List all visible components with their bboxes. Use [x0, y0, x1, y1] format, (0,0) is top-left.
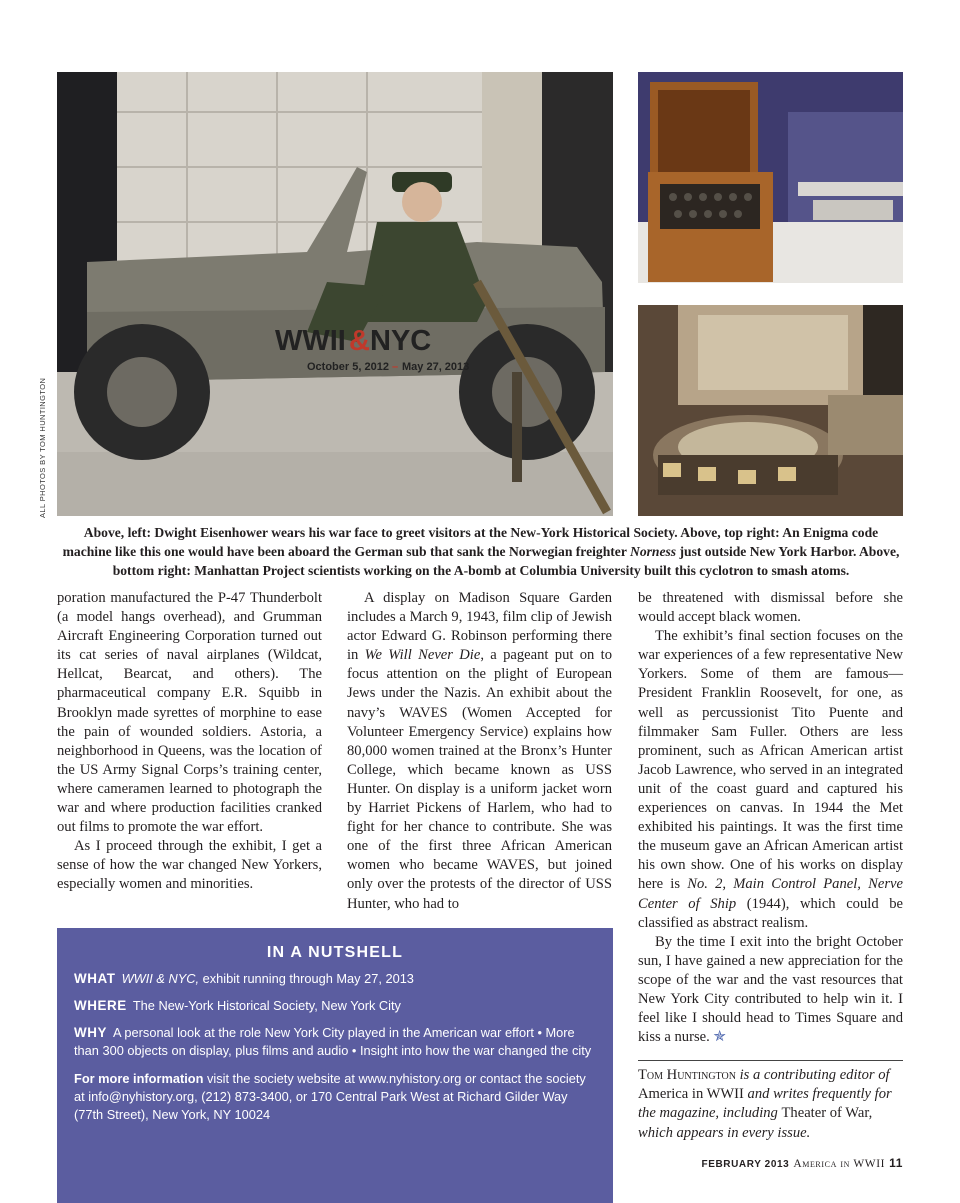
- article-column-1: [57, 589, 322, 895]
- bio-text-1: is a contributing editor of: [735, 1067, 890, 1083]
- caption-text-1: Above, left: Dwight Eisenhower wears his war face to greet visitors at the New-York Historical Society. Above, top right: An Enigma code machine like this one would have been aboard the German sub that sank the Norwegian freighter: [62, 525, 879, 559]
- folio-issue-date: FEBRUARY 2013: [701, 1159, 790, 1170]
- why-label: WHY: [74, 1025, 108, 1040]
- nutshell-what: [74, 970, 596, 988]
- bio-author-name: Tom Huntington: [638, 1067, 736, 1083]
- sign-nyc: NYC: [370, 325, 432, 357]
- caption-ship-name: Norness: [630, 544, 677, 559]
- col3-paragraph-3: [638, 933, 903, 1048]
- col3-text-a: The exhibit’s final section focuses on the war experiences of a few representative New Yorkers. Some of them are famous—President Franklin Roosevelt, for one, as well as percussionist Tito Puente and filmmaker Sam Fuller. Others are less prominent, such as African American artist Jacob Lawrence, who served in an integrated unit of the coast guard and captured his experiences on canvas. In 1944 the Met exhibited his paintings. It was the first time the museum gave an African American artist his own show. One of his works on display here is: [638, 628, 903, 893]
- sign-wwii: WWII: [275, 325, 346, 357]
- author-bio: [638, 1066, 903, 1143]
- enigma-machine-image: [638, 72, 903, 283]
- col2-paragraph: [347, 589, 612, 914]
- col1-paragraph-2: As I proceed through the exhibit, I get a sense of how the war changed New Yorkers, especially women and minorities.: [57, 838, 322, 893]
- col3-painting-title: No. 2, Main Control Panel, Nerve Center of Ship: [638, 876, 903, 912]
- nutshell-why: [74, 1024, 596, 1060]
- photo-caption: [62, 523, 900, 580]
- more-info-label: For more information: [74, 1071, 204, 1086]
- sign-dates-start: October 5, 2012: [307, 361, 389, 373]
- col3-paragraph-2: [638, 627, 903, 933]
- col3-text-c: By the time I exit into the bright October sun, I have gained a new appreciation for the scope of the war and the vast resources that New York City contributed to help win it. I feel like I should head to Times Square and kiss a nurse.: [638, 933, 903, 1046]
- why-text: A personal look at the role New York City played in the American war effort • More than 300 objects on display, plus films and audio • Insight into how the war changed the city: [74, 1025, 592, 1058]
- what-exhibit-title: WWII & NYC,: [121, 971, 200, 986]
- sign-dates-end: May 27, 2013: [402, 361, 470, 373]
- bio-divider: [638, 1060, 903, 1061]
- end-star-icon: ✯: [713, 1029, 726, 1046]
- enigma-machine-photo: [638, 72, 903, 283]
- where-text: The New-York Historical Society, New York City: [132, 998, 401, 1013]
- bio-magazine: America in WWII: [638, 1086, 744, 1103]
- where-label: WHERE: [74, 998, 127, 1013]
- article-column-2: [347, 589, 612, 914]
- eisenhower-jeep-image: [57, 72, 613, 516]
- page-number: 11: [889, 1156, 903, 1170]
- more-info-text: visit the society website at www.nyhistory.org or contact the society at info@nyhistory.org, (212) 873-3400, or 170 Central Park West at Richard Gilder Way (77th Street), New York, NY 10024: [74, 1071, 586, 1122]
- bio-book-title: Theater of War,: [781, 1105, 873, 1122]
- what-label: WHAT: [74, 971, 116, 986]
- svg-text:–: –: [392, 361, 399, 373]
- article-column-3: [638, 589, 903, 1047]
- nutshell-where: [74, 997, 596, 1015]
- col3-text-b: (1944), which could be classified as abstract realism.: [638, 895, 903, 931]
- folio-magazine-name: America in WWII: [793, 1158, 886, 1170]
- col1-paragraph-1: poration manufactured the P-47 Thunderbolt (a model hangs overhead), and Grumman Aircraft Engineering Corporation turned out its cat series of naval airplanes (Wildcat, Hellcat, Bearcat, and others). The pharmaceutical company E.R. Squibb in Brooklyn made syrettes of morphine to ease the pain of wounded soldiers. Astoria, a neighborhood in Queens, was the location of the US Army Signal Corps’s training center, where cameramen learned to photograph the war and where production facilities cranked out films to promote the war effort.: [57, 590, 322, 836]
- nutshell-box: [57, 928, 613, 1203]
- sign-ampersand: &: [349, 325, 370, 357]
- cyclotron-photo: [638, 305, 903, 516]
- col2-text-b: , a pageant put on to focus attention on the plight of European Jews under the Nazis. An exhibit about the navy’s WAVES (Women Accepted for Volunteer Emergency Service) explains how 80,000 women trained at the Bronx’s Hunter College, which became known as USS Hunter. On display is a uniform jacket worn by Harriet Pickens of Harlem, who had to fight for her chance to contribute. She was one of the first three African American women who became WAVES, but joined only over the protests of the director of USS Hunter, who had to: [347, 647, 613, 912]
- what-text: exhibit running through May 27, 2013: [199, 971, 414, 986]
- nutshell-title: IN A NUTSHELL: [266, 944, 404, 961]
- col2-text-a: A display on Madison Square Garden includes a March 9, 1943, film clip of Jewish actor Edward G. Robinson performing there in: [347, 590, 612, 664]
- eisenhower-jeep-photo: [57, 72, 613, 516]
- cyclotron-image: [638, 305, 903, 516]
- col2-pageant-title: We Will Never Die: [364, 647, 481, 664]
- caption-text-2: just outside New York Harbor. Above, bottom right: Manhattan Project scientists working on the A-bomb at Columbia University built this cyclotron to smash atoms.: [112, 544, 900, 578]
- col3-paragraph-1: be threatened with dismissal before she would accept black women.: [638, 590, 903, 626]
- bio-text-3: which appears in every issue.: [638, 1124, 811, 1141]
- page-folio: [701, 1156, 903, 1170]
- bio-text-2: and writes frequently for the magazine, including: [638, 1086, 892, 1122]
- nutshell-more-info: [74, 1070, 596, 1124]
